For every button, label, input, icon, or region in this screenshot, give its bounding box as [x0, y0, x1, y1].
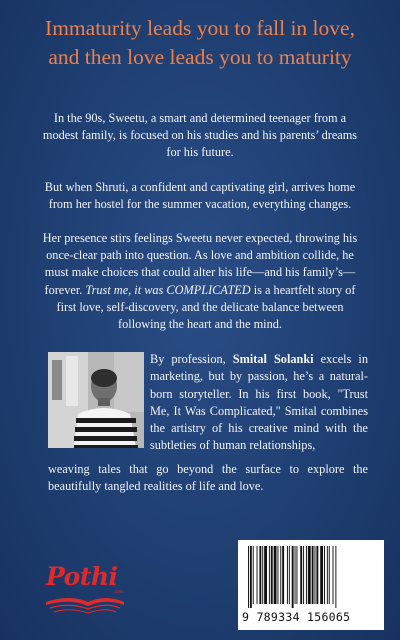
barcode-bar [262, 546, 263, 604]
barcode-bars [244, 546, 378, 608]
barcode-bar [280, 546, 281, 604]
barcode-bar [327, 546, 328, 604]
barcode-bar [312, 546, 314, 604]
barcode-bar [329, 546, 330, 604]
author-photo [48, 352, 144, 448]
isbn-barcode [238, 540, 384, 630]
blurb-paragraph-2: But when Shruti, a confident and captivating girl, arrives home from her hostel for the summer vacation, everything changes. [44, 179, 356, 211]
barcode-bar [253, 546, 254, 604]
book-blurb [36, 110, 364, 350]
barcode-bar [282, 546, 284, 604]
barcode-bar [300, 546, 302, 604]
author-bio-continued: weaving tales that go beyond the surface to explore the beautifully tangled realities of life and love. [48, 462, 368, 494]
barcode-bar [295, 546, 296, 604]
barcode-bar [274, 546, 277, 604]
author-bio-side [150, 351, 368, 455]
barcode-bar [315, 546, 316, 604]
publisher-name: Pothi [46, 562, 118, 591]
barcode-bar [287, 546, 288, 604]
barcode-bar [320, 546, 323, 604]
barcode-bar [333, 546, 334, 604]
barcode-bar [250, 546, 252, 608]
barcode-bar [248, 546, 249, 608]
tagline [0, 14, 400, 72]
barcode-bar [303, 546, 304, 604]
tagline-line-2: and then love leads you to maturity [48, 45, 352, 69]
publisher-suffix: .com [114, 589, 124, 594]
blurb-paragraph-1: In the 90s, Sweetu, a smart and determined teenager from a modest family, is focused on his studies and his parents’ dreams for his future. [42, 111, 358, 160]
blurb-paragraph-3-text-b: is a heartfelt story of first love, self-discovery, and the delicate balance between following the heart and the mind. [56, 282, 356, 332]
blurb-paragraph-3-text-a: Her presence stirs feelings Sweetu never expected, throwing his once-clear path into question. As love and ambition collide, he must make choices that could alter his life—and his family’s—forever. [42, 231, 358, 297]
barcode-bar [257, 546, 258, 604]
barcode-bar [308, 546, 311, 604]
barcode-bar [264, 546, 267, 604]
barcode-bar [306, 546, 307, 604]
bio-side-text: excels in marketing, but by passion, he’s a natural-born storyteller. In his first book, "Trust Me, It Was Complicated," Smital combines the artistry of his creative mind with the subtleties of human relationships, [150, 352, 368, 453]
tagline-line-1: Immaturity leads you to fall in love, [45, 16, 355, 40]
isbn-number: 9 789334 156065 [242, 610, 351, 624]
barcode-bar [324, 546, 325, 604]
barcode-bar [316, 546, 318, 604]
bio-lead: By profession, [150, 352, 233, 366]
barcode-bar [269, 546, 270, 604]
barcode-bar [296, 546, 297, 604]
book-title-italic: Trust me, it was COMPLICATED [85, 282, 251, 297]
barcode-bar [271, 546, 273, 604]
barcode-bar [259, 546, 261, 604]
barcode-bar [335, 546, 336, 608]
author-name: Smital Solanki [232, 352, 314, 366]
barcode-bar [277, 546, 278, 604]
barcode-bar [289, 546, 290, 604]
blurb-paragraph-3 [36, 230, 364, 333]
barcode-bar [292, 546, 294, 608]
